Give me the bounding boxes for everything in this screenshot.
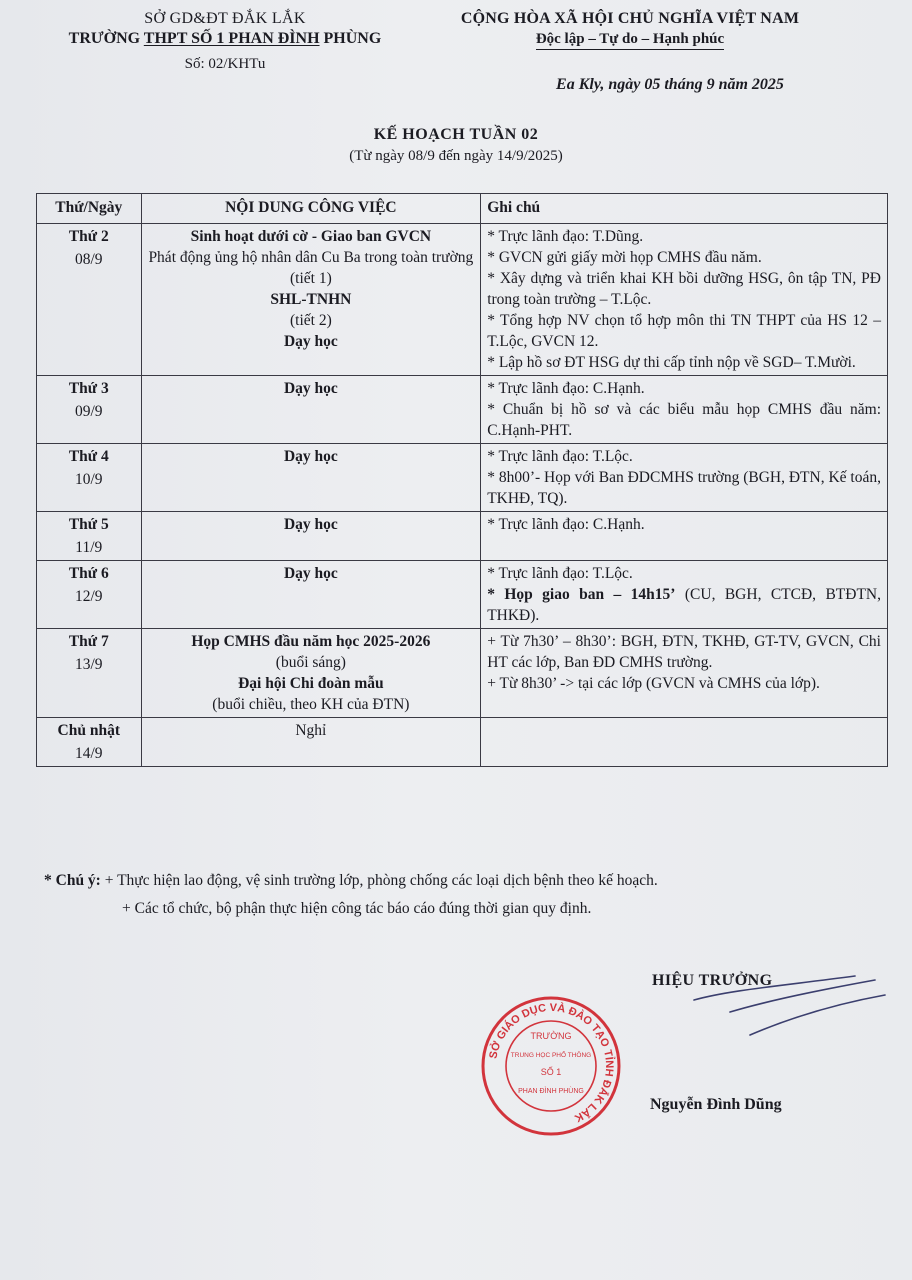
work-cell xyxy=(141,561,481,629)
work-item: (buổi sáng) xyxy=(275,654,346,671)
note-item: * Tổng hợp NV chọn tổ hợp môn thi TN THPT của HS 12 – T.Lộc, GVCN 12. xyxy=(487,312,881,350)
work-item: SHL-TNHN xyxy=(270,291,352,308)
table-row xyxy=(37,376,888,444)
day-date: 12/9 xyxy=(74,588,103,605)
table-row xyxy=(37,444,888,512)
note-item: * Chuẩn bị hồ sơ và các biểu mẫu họp CMHS đầu năm: C.Hạnh-PHT. xyxy=(487,401,881,439)
work-item: Sinh hoạt dưới cờ - Giao ban GVCN xyxy=(190,228,432,245)
day-cell xyxy=(37,561,142,629)
note-item: * Lập hồ sơ ĐT HSG dự thi cấp tỉnh nộp về SGD– T.Mười. xyxy=(487,354,856,371)
note-item: * Xây dựng và triển khai KH bồi dưỡng HSG, ôn tập TN, PĐ trong toàn trường – T.Lộc. xyxy=(487,270,881,308)
note-cell xyxy=(481,224,888,376)
day-cell xyxy=(37,444,142,512)
svg-text:SỐ 1: SỐ 1 xyxy=(540,1067,562,1077)
note-item: * Trực lãnh đạo: T.Lộc. xyxy=(487,565,633,582)
national-header xyxy=(420,10,840,50)
note-cell xyxy=(481,376,888,444)
note-item: * Trực lãnh đạo: T.Dũng. xyxy=(487,228,644,245)
handwritten-signature xyxy=(690,960,890,1050)
note-item: * Trực lãnh đạo: C.Hạnh. xyxy=(487,380,645,397)
day-name: Thứ 3 xyxy=(68,380,109,397)
day-cell xyxy=(37,718,142,767)
work-item: (tiết 2) xyxy=(289,312,332,329)
note-item: * 8h00’- Họp với Ban ĐDCMHS trường (BGH, ĐTN, Kế toán, TKHĐ, TQ). xyxy=(487,469,881,507)
svg-text:TRƯỜNG: TRƯỜNG xyxy=(530,1031,572,1041)
weekly-plan-table xyxy=(36,193,888,767)
day-name: Thứ 7 xyxy=(68,633,109,650)
republic-name: CỘNG HÒA XÃ HỘI CHỦ NGHĨA VIỆT NAM xyxy=(460,10,800,27)
note-item: * GVCN gửi giấy mời họp CMHS đầu năm. xyxy=(487,249,762,266)
table-row xyxy=(37,512,888,561)
work-item: Đại hội Chi đoàn mẫu xyxy=(238,675,384,692)
day-name: Thứ 4 xyxy=(68,448,109,465)
note-item: + Từ 8h30’ -> tại các lớp (GVCN và CMHS của lớp). xyxy=(487,675,820,692)
day-cell xyxy=(37,376,142,444)
work-item: Dạy học xyxy=(283,565,338,582)
note-cell xyxy=(481,629,888,718)
svg-text:SỞ GIÁO DỤC VÀ ĐÀO TẠO TỈNH ĐẮ: SỞ GIÁO DỤC VÀ ĐÀO TẠO TỈNH ĐẮK LẮK xyxy=(487,1001,616,1125)
day-cell xyxy=(37,512,142,561)
table-header-row xyxy=(37,194,888,224)
place-date: Ea Kly, ngày 05 tháng 9 năm 2025 xyxy=(556,76,784,93)
note-cell xyxy=(481,561,888,629)
work-cell xyxy=(141,444,481,512)
note-cell xyxy=(481,444,888,512)
work-item: Dạy học xyxy=(283,448,338,465)
footer-notes xyxy=(44,872,884,918)
work-item: Dạy học xyxy=(283,516,338,533)
day-cell xyxy=(37,629,142,718)
svg-text:PHAN ĐÌNH PHÙNG: PHAN ĐÌNH PHÙNG xyxy=(518,1088,584,1095)
note-cell xyxy=(481,512,888,561)
day-date: 08/9 xyxy=(74,251,103,268)
table-body xyxy=(37,224,888,767)
work-item: (buổi chiều, theo KH của ĐTN) xyxy=(212,696,410,713)
work-item: Nghỉ xyxy=(295,722,327,739)
day-date: 14/9 xyxy=(74,745,103,762)
issuer-block xyxy=(20,10,430,72)
work-cell xyxy=(141,718,481,767)
document-number: Số: 02/KHTu xyxy=(184,56,266,72)
day-date: 13/9 xyxy=(74,656,103,673)
day-name: Thứ 5 xyxy=(68,516,109,533)
document-title: KẾ HOẠCH TUẦN 02 xyxy=(373,126,539,143)
note-text: (CU, BGH, CTCĐ, BTĐTN, THKĐ). xyxy=(487,586,881,624)
day-date: 09/9 xyxy=(74,403,103,420)
work-item: Dạy học xyxy=(283,333,338,350)
header-work: NỘI DUNG CÔNG VIỆC xyxy=(141,194,481,224)
table-row xyxy=(37,718,888,767)
document-subtitle: (Từ ngày 08/9 đến ngày 14/9/2025) xyxy=(349,148,563,164)
svg-text:TRUNG HỌC PHỔ THÔNG: TRUNG HỌC PHỔ THÔNG xyxy=(510,1052,592,1059)
note-item: + Từ 7h30’ – 8h30’: BGH, ĐTN, TKHĐ, GT-TV, GVCN, Chi HT các lớp, Ban ĐD CMHS trường. xyxy=(487,633,881,671)
table-row xyxy=(37,629,888,718)
national-motto: Độc lập – Tự do – Hạnh phúc xyxy=(536,31,724,50)
header-notes: Ghi chú xyxy=(481,194,888,224)
note-item xyxy=(487,584,881,626)
day-cell xyxy=(37,224,142,376)
table-row xyxy=(37,561,888,629)
note-item: * Trực lãnh đạo: T.Lộc. xyxy=(487,448,633,465)
signer-title: HIỆU TRƯỞNG xyxy=(652,972,773,989)
day-name: Thứ 6 xyxy=(68,565,109,582)
note-item: * Trực lãnh đạo: C.Hạnh. xyxy=(487,516,645,533)
day-date: 11/9 xyxy=(75,539,103,556)
work-item: Phát động ủng hộ nhân dân Cu Ba trong toàn trường xyxy=(148,249,474,266)
school-seal xyxy=(480,995,622,1137)
department-name: SỞ GD&ĐT ĐẮK LẮK xyxy=(144,10,306,27)
day-date: 10/9 xyxy=(74,471,103,488)
day-name: Chủ nhật xyxy=(57,722,120,739)
table-row xyxy=(37,224,888,376)
work-item: Họp CMHS đầu năm học 2025-2026 xyxy=(191,633,431,650)
note-cell xyxy=(481,718,888,767)
work-cell xyxy=(141,629,481,718)
work-cell xyxy=(141,224,481,376)
header-day: Thứ/Ngày xyxy=(37,194,142,224)
work-item: Dạy học xyxy=(283,380,338,397)
footer-note-1: * Chú ý: + Thực hiện lao động, vệ sinh trường lớp, phòng chống các loại dịch bệnh theo kế hoạch. xyxy=(44,872,658,889)
footer-note-2: + Các tổ chức, bộ phận thực hiện công tác báo cáo đúng thời gian quy định. xyxy=(122,900,592,917)
work-cell xyxy=(141,512,481,561)
note-emphasis: * Họp giao ban – 14h15’ xyxy=(487,586,676,603)
day-name: Thứ 2 xyxy=(68,228,109,245)
school-name: TRƯỜNG THPT SỐ 1 PHAN ĐÌNH PHÙNG xyxy=(68,30,382,47)
signer-name: Nguyễn Đình Dũng xyxy=(650,1096,782,1113)
work-cell xyxy=(141,376,481,444)
work-item: (tiết 1) xyxy=(289,270,332,287)
